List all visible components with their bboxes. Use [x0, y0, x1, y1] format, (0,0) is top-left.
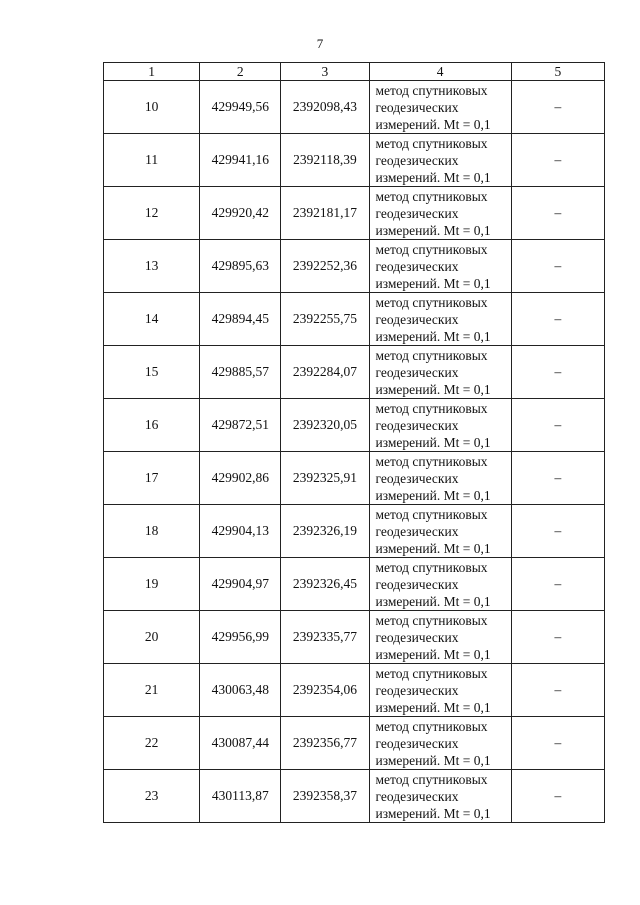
coordinate-y: 2392354,06 [281, 664, 369, 717]
table-row [104, 611, 605, 664]
column-header-1: 1 [104, 63, 200, 81]
coordinate-x: 429872,51 [200, 399, 281, 452]
method-description [369, 452, 511, 505]
column-5-value: – [511, 399, 604, 452]
method-line-1: метод спутниковых [375, 135, 488, 151]
method-description [369, 770, 511, 823]
method-line-1: метод спутниковых [375, 294, 488, 310]
column-5-value: – [511, 664, 604, 717]
table-row [104, 717, 605, 770]
coordinate-y: 2392284,07 [281, 346, 369, 399]
point-number: 17 [104, 452, 200, 505]
method-description [369, 558, 511, 611]
point-number: 22 [104, 717, 200, 770]
method-line-3: измерений. Mt = 0,1 [375, 381, 491, 397]
method-description [369, 134, 511, 187]
coordinate-x: 429949,56 [200, 81, 281, 134]
coordinate-y: 2392098,43 [281, 81, 369, 134]
coordinate-x: 429885,57 [200, 346, 281, 399]
method-line-2: геодезических [375, 788, 459, 804]
method-line-2: геодезических [375, 523, 459, 539]
method-line-2: геодезических [375, 364, 459, 380]
column-5-value: – [511, 770, 604, 823]
point-number: 15 [104, 346, 200, 399]
method-line-3: измерений. Mt = 0,1 [375, 434, 491, 450]
method-line-1: метод спутниковых [375, 400, 488, 416]
method-line-2: геодезических [375, 629, 459, 645]
table-row [104, 399, 605, 452]
method-line-1: метод спутниковых [375, 453, 488, 469]
coordinate-y: 2392356,77 [281, 717, 369, 770]
point-number: 16 [104, 399, 200, 452]
method-line-2: геодезических [375, 417, 459, 433]
coordinate-x: 429941,16 [200, 134, 281, 187]
method-description [369, 717, 511, 770]
point-number: 19 [104, 558, 200, 611]
column-5-value: – [511, 134, 604, 187]
point-number: 13 [104, 240, 200, 293]
method-line-2: геодезических [375, 99, 459, 115]
point-number: 23 [104, 770, 200, 823]
column-header-4: 4 [369, 63, 511, 81]
coordinate-x: 429902,86 [200, 452, 281, 505]
coordinate-y: 2392325,91 [281, 452, 369, 505]
coordinate-x: 429920,42 [200, 187, 281, 240]
column-header-2: 2 [200, 63, 281, 81]
coordinate-x: 430113,87 [200, 770, 281, 823]
column-5-value: – [511, 505, 604, 558]
table-row [104, 452, 605, 505]
method-line-3: измерений. Mt = 0,1 [375, 752, 491, 768]
coordinate-y: 2392252,36 [281, 240, 369, 293]
method-description [369, 611, 511, 664]
point-number: 21 [104, 664, 200, 717]
method-line-3: измерений. Mt = 0,1 [375, 275, 491, 291]
coordinate-y: 2392326,19 [281, 505, 369, 558]
method-line-3: измерений. Mt = 0,1 [375, 699, 491, 715]
coordinate-x: 429956,99 [200, 611, 281, 664]
method-description [369, 664, 511, 717]
coordinate-x: 429895,63 [200, 240, 281, 293]
coordinate-y: 2392255,75 [281, 293, 369, 346]
column-5-value: – [511, 81, 604, 134]
table-row [104, 770, 605, 823]
coordinate-y: 2392326,45 [281, 558, 369, 611]
coordinate-x: 429904,13 [200, 505, 281, 558]
method-line-2: геодезических [375, 735, 459, 751]
column-5-value: – [511, 293, 604, 346]
method-line-3: измерений. Mt = 0,1 [375, 805, 491, 821]
column-5-value: – [511, 187, 604, 240]
method-line-3: измерений. Mt = 0,1 [375, 116, 491, 132]
method-line-1: метод спутниковых [375, 347, 488, 363]
column-5-value: – [511, 452, 604, 505]
method-line-3: измерений. Mt = 0,1 [375, 593, 491, 609]
column-5-value: – [511, 558, 604, 611]
method-line-3: измерений. Mt = 0,1 [375, 540, 491, 556]
method-line-2: геодезических [375, 576, 459, 592]
table-row [104, 505, 605, 558]
point-number: 12 [104, 187, 200, 240]
method-line-3: измерений. Mt = 0,1 [375, 169, 491, 185]
coordinate-y: 2392358,37 [281, 770, 369, 823]
method-line-1: метод спутниковых [375, 612, 488, 628]
method-line-1: метод спутниковых [375, 241, 488, 257]
coordinate-y: 2392181,17 [281, 187, 369, 240]
coordinate-x: 430087,44 [200, 717, 281, 770]
method-line-2: геодезических [375, 258, 459, 274]
coordinate-y: 2392320,05 [281, 399, 369, 452]
table-row [104, 293, 605, 346]
method-line-1: метод спутниковых [375, 771, 488, 787]
table-row [104, 240, 605, 293]
method-description [369, 505, 511, 558]
point-number: 14 [104, 293, 200, 346]
coordinates-table [103, 62, 605, 823]
table-row [104, 134, 605, 187]
table-row [104, 187, 605, 240]
method-line-1: метод спутниковых [375, 718, 488, 734]
column-5-value: – [511, 346, 604, 399]
coordinate-y: 2392335,77 [281, 611, 369, 664]
column-5-value: – [511, 240, 604, 293]
method-line-1: метод спутниковых [375, 559, 488, 575]
method-line-2: геодезических [375, 205, 459, 221]
method-description [369, 240, 511, 293]
table-header-row [104, 63, 605, 81]
method-line-1: метод спутниковых [375, 82, 488, 98]
method-line-1: метод спутниковых [375, 665, 488, 681]
method-line-2: геодезических [375, 152, 459, 168]
table-row [104, 558, 605, 611]
point-number: 10 [104, 81, 200, 134]
method-description [369, 81, 511, 134]
method-description [369, 187, 511, 240]
method-line-3: измерений. Mt = 0,1 [375, 222, 491, 238]
method-line-3: измерений. Mt = 0,1 [375, 646, 491, 662]
method-description [369, 346, 511, 399]
method-line-3: измерений. Mt = 0,1 [375, 328, 491, 344]
column-header-5: 5 [511, 63, 604, 81]
table-body [104, 81, 605, 823]
column-header-3: 3 [281, 63, 369, 81]
coordinate-x: 430063,48 [200, 664, 281, 717]
table-row [104, 81, 605, 134]
method-description [369, 293, 511, 346]
coordinate-y: 2392118,39 [281, 134, 369, 187]
column-5-value: – [511, 717, 604, 770]
method-line-1: метод спутниковых [375, 188, 488, 204]
page-number: 7 [316, 36, 324, 51]
method-description [369, 399, 511, 452]
coordinate-x: 429894,45 [200, 293, 281, 346]
table-row [104, 664, 605, 717]
coordinate-x: 429904,97 [200, 558, 281, 611]
method-line-2: геодезических [375, 470, 459, 486]
method-line-2: геодезических [375, 311, 459, 327]
method-line-2: геодезических [375, 682, 459, 698]
point-number: 18 [104, 505, 200, 558]
table-row [104, 346, 605, 399]
point-number: 11 [104, 134, 200, 187]
point-number: 20 [104, 611, 200, 664]
column-5-value: – [511, 611, 604, 664]
method-line-1: метод спутниковых [375, 506, 488, 522]
method-line-3: измерений. Mt = 0,1 [375, 487, 491, 503]
